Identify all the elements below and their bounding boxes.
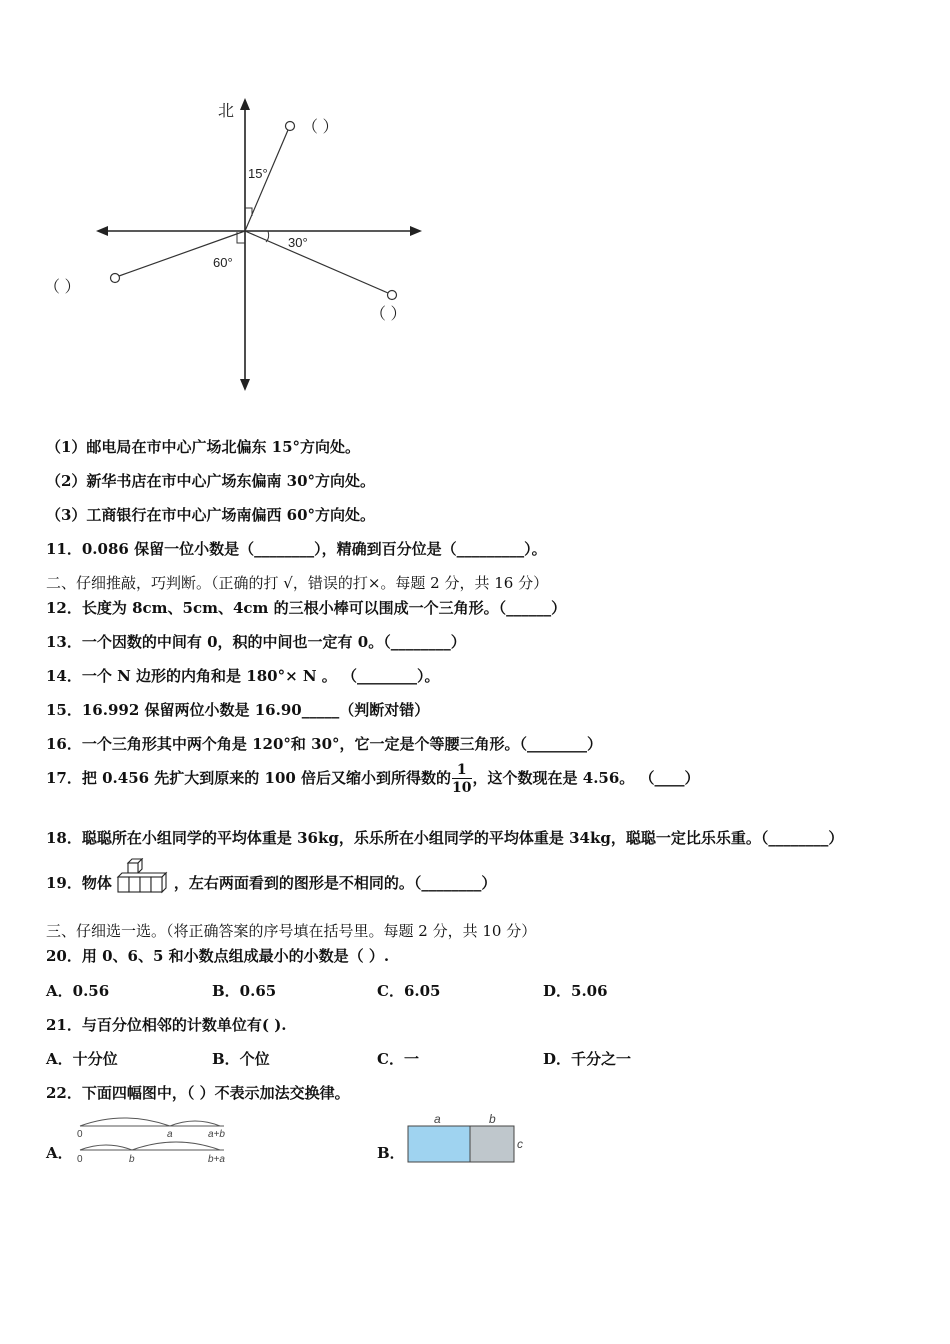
question-13: 13．一个因数的中间有 0，积的中间也一定有 0。（________） bbox=[46, 633, 466, 651]
question-19 bbox=[46, 858, 496, 896]
q20-option-d[interactable]: D．5.06 bbox=[543, 982, 608, 1000]
rectangle-part-b bbox=[470, 1126, 514, 1162]
rect-label-c: c bbox=[517, 1137, 523, 1151]
q21-option-c[interactable]: C．一 bbox=[377, 1050, 419, 1068]
point-top bbox=[286, 122, 295, 131]
point-left bbox=[111, 274, 120, 283]
section-3-heading: 三、仔细选一选。（将正确答案的序号填在括号里。每题 2 分，共 10 分） bbox=[46, 922, 537, 940]
question-14: 14．一个 N 边形的内角和是 180°× N 。 （________）。 bbox=[46, 667, 440, 685]
q19-text-before: 19．物体 bbox=[46, 874, 112, 892]
west-arrow bbox=[96, 226, 108, 236]
q21-option-a[interactable]: A．十分位 bbox=[46, 1050, 118, 1068]
rectangle-part-a bbox=[408, 1126, 470, 1162]
blank-top[interactable]: （ ） bbox=[302, 119, 339, 136]
numline-b-bottom: b bbox=[129, 1154, 135, 1165]
q17-text-before: 17．把 0.456 先扩大到原来的 100 倍后又缩小到所得数的 bbox=[46, 769, 452, 787]
south-arrow bbox=[240, 379, 250, 391]
q20-option-b[interactable]: B．0.65 bbox=[212, 982, 277, 1000]
statement-3: （3）工商银行在市中心广场南偏西 60°方向处。 bbox=[46, 506, 376, 524]
ray-east-south-30 bbox=[245, 231, 388, 293]
north-label: 北 bbox=[218, 103, 235, 120]
east-arrow bbox=[410, 226, 422, 236]
statement-2: （2）新华书店在市中心广场东偏南 30°方向处。 bbox=[46, 472, 376, 490]
numline-sum-bottom: b+a bbox=[208, 1154, 225, 1165]
point-right bbox=[388, 291, 397, 300]
section-2-heading: 二、仔细推敲，巧判断。（正确的打 √，错误的打×。每题 2 分，共 16 分） bbox=[46, 574, 549, 592]
question-12: 12．长度为 8cm、5cm、4cm 的三根小棒可以围成一个三角形。（______） bbox=[46, 599, 567, 617]
angle-label-60: 60° bbox=[213, 255, 233, 270]
angle-label-15: 15° bbox=[248, 166, 268, 181]
q20-option-c[interactable]: C．6.05 bbox=[377, 982, 441, 1000]
numline-a-top: a bbox=[167, 1129, 173, 1140]
question-20: 20．用 0、6、5 和小数点组成最小的小数是（ ）. bbox=[46, 947, 390, 965]
numline-zero-top: 0 bbox=[77, 1129, 83, 1140]
angle-label-30: 30° bbox=[288, 235, 308, 250]
rect-label-b: b bbox=[489, 1112, 496, 1126]
rectangle-area-diagram bbox=[404, 1112, 530, 1166]
blank-left[interactable]: （ ） bbox=[44, 279, 81, 296]
numline-sum-top: a+b bbox=[208, 1129, 225, 1140]
question-21: 21．与百分位相邻的计数单位有( ). bbox=[46, 1016, 287, 1034]
number-line-diagram bbox=[74, 1112, 244, 1168]
numline-zero-bottom: 0 bbox=[77, 1154, 83, 1165]
cube-stack-image bbox=[112, 858, 174, 896]
question-15: 15．16.992 保留两位小数是 16.90_____（判断对错） bbox=[46, 701, 430, 719]
fraction-numerator: 1 bbox=[452, 763, 471, 779]
question-18: 18．聪聪所在小组同学的平均体重是 36kg，乐乐所在小组同学的平均体重是 34kg，聪聪一定比乐乐重。（________） bbox=[46, 829, 844, 847]
q22-option-a-label[interactable]: A． bbox=[46, 1144, 73, 1162]
fraction-one-tenth bbox=[452, 763, 471, 795]
question-22: 22．下面四幅图中，（ ）不表示加法交换律。 bbox=[46, 1084, 350, 1102]
blank-right[interactable]: （ ） bbox=[370, 306, 407, 323]
angle-mark-15 bbox=[245, 208, 252, 216]
statement-1: （1）邮电局在市中心广场北偏东 15°方向处。 bbox=[46, 438, 361, 456]
compass-diagram bbox=[40, 92, 440, 397]
q17-text-after: ，这个数现在是 4.56。 （____） bbox=[472, 769, 700, 787]
question-16: 16．一个三角形其中两个角是 120°和 30°，它一定是个等腰三角形。（________） bbox=[46, 735, 603, 753]
q21-option-b[interactable]: B．个位 bbox=[212, 1050, 270, 1068]
question-17 bbox=[46, 763, 700, 795]
rect-label-a: a bbox=[434, 1112, 441, 1126]
q20-option-a[interactable]: A．0.56 bbox=[46, 982, 110, 1000]
north-arrow bbox=[240, 98, 250, 110]
q22-option-b-label[interactable]: B． bbox=[377, 1144, 405, 1162]
q19-text-after: ，左右两面看到的图形是不相同的。（________） bbox=[173, 874, 497, 892]
fraction-denominator: 10 bbox=[452, 780, 472, 796]
question-11: 11．0.086 保留一位小数是（________），精确到百分位是（_________）。 bbox=[46, 540, 547, 558]
q21-option-d[interactable]: D．千分之一 bbox=[543, 1050, 632, 1068]
